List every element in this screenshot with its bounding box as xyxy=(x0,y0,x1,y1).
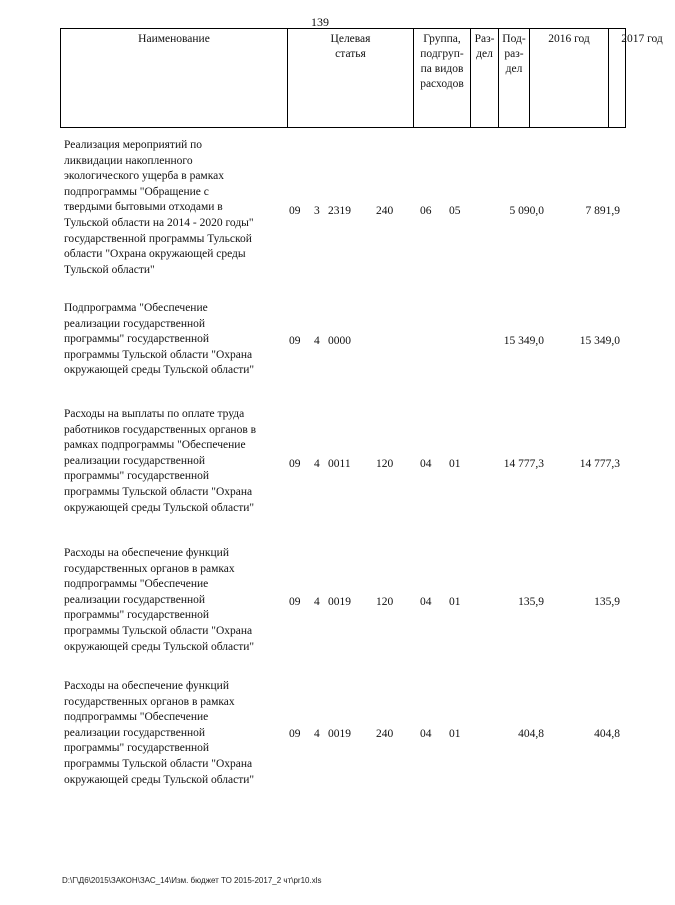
file-path-footer: D:\Г\Д6\2015\ЗАКОН\ЗАС_14\Изм. бюджет ТО 2015-2017_2 чт\pr10.xls xyxy=(62,876,322,885)
amount-2016: 14 777,3 xyxy=(503,458,544,470)
amount-2017: 7 891,9 xyxy=(585,205,620,217)
group-code: 120 xyxy=(376,458,394,470)
row-name: Реализация мероприятий по ликвидации накопленного экологического ущерба в рамках подпрограммы "Обращение с твердыми бытовыми отходами в Тульской области на 2014 - 2020 годы" государственной программы Тульской области "Охрана окружающей среды Тульской области" xyxy=(64,139,254,276)
target-code-3: 0019 xyxy=(328,596,351,608)
target-code-2: 4 xyxy=(314,458,320,470)
target-code-1: 09 xyxy=(289,205,301,217)
target-code-2: 3 xyxy=(314,205,320,217)
subsection-code: 05 xyxy=(449,205,461,217)
amount-2016: 135,9 xyxy=(518,596,544,608)
group-code: 240 xyxy=(376,205,394,217)
row-name: Расходы на обеспечение функций государственных органов в рамках подпрограммы "Обеспечение реализации государственной программы" государственной программы Тульской области "Охрана окружающей среды Тульской области" xyxy=(64,547,255,653)
amount-2017: 15 349,0 xyxy=(579,335,620,347)
amount-2016: 5 090,0 xyxy=(509,205,544,217)
section-code: 04 xyxy=(420,458,432,470)
group-code: 240 xyxy=(376,728,394,740)
header-group: Группа, подгруп- па видов расходов xyxy=(414,29,471,127)
target-code-3: 0019 xyxy=(328,728,351,740)
header-name: Наименование xyxy=(61,29,288,127)
target-code-1: 09 xyxy=(289,335,301,347)
amount-2017: 14 777,3 xyxy=(579,458,620,470)
target-code-2: 4 xyxy=(314,728,320,740)
section-code: 04 xyxy=(420,596,432,608)
target-code-2: 4 xyxy=(314,596,320,608)
amount-2017: 404,8 xyxy=(594,728,620,740)
target-code-3: 0000 xyxy=(328,335,351,347)
amount-2016: 404,8 xyxy=(518,728,544,740)
target-code-3: 2319 xyxy=(328,205,351,217)
row-name: Расходы на выплаты по оплате труда работников государственных органов в рамках подпрограммы "Обеспечение реализации государственной программы" государственной программы Тульской области "Охрана окружающей среды Тульской области" xyxy=(64,408,257,514)
target-code-1: 09 xyxy=(289,458,301,470)
page-number: 139 xyxy=(311,15,329,29)
header-subsection: Под- раз- дел xyxy=(499,29,530,127)
target-code-1: 09 xyxy=(289,728,301,740)
row-name: Подпрограмма "Обеспечение реализации государственной программы" государственной программы Тульской области "Охрана окружающей среды Тульской области" xyxy=(64,302,255,377)
header-2017: 2017 год xyxy=(621,33,663,45)
row-name: Расходы на обеспечение функций государственных органов в рамках подпрограммы "Обеспечение реализации государственной программы" государственной программы Тульской области "Охрана окружающей среды Тульской области" xyxy=(64,680,255,786)
header-target-article: Целевая статья xyxy=(288,29,414,127)
target-code-3: 0011 xyxy=(328,458,351,470)
table-header xyxy=(60,28,663,128)
section-code: 04 xyxy=(420,728,432,740)
amount-2017: 135,9 xyxy=(594,596,620,608)
header-section: Раз- дел xyxy=(471,29,499,127)
section-code: 06 xyxy=(420,205,432,217)
subsection-code: 01 xyxy=(449,596,461,608)
group-code: 120 xyxy=(376,596,394,608)
subsection-code: 01 xyxy=(449,458,461,470)
target-code-1: 09 xyxy=(289,596,301,608)
header-2016: 2016 год xyxy=(530,29,609,127)
subsection-code: 01 xyxy=(449,728,461,740)
amount-2016: 15 349,0 xyxy=(503,335,544,347)
target-code-2: 4 xyxy=(314,335,320,347)
